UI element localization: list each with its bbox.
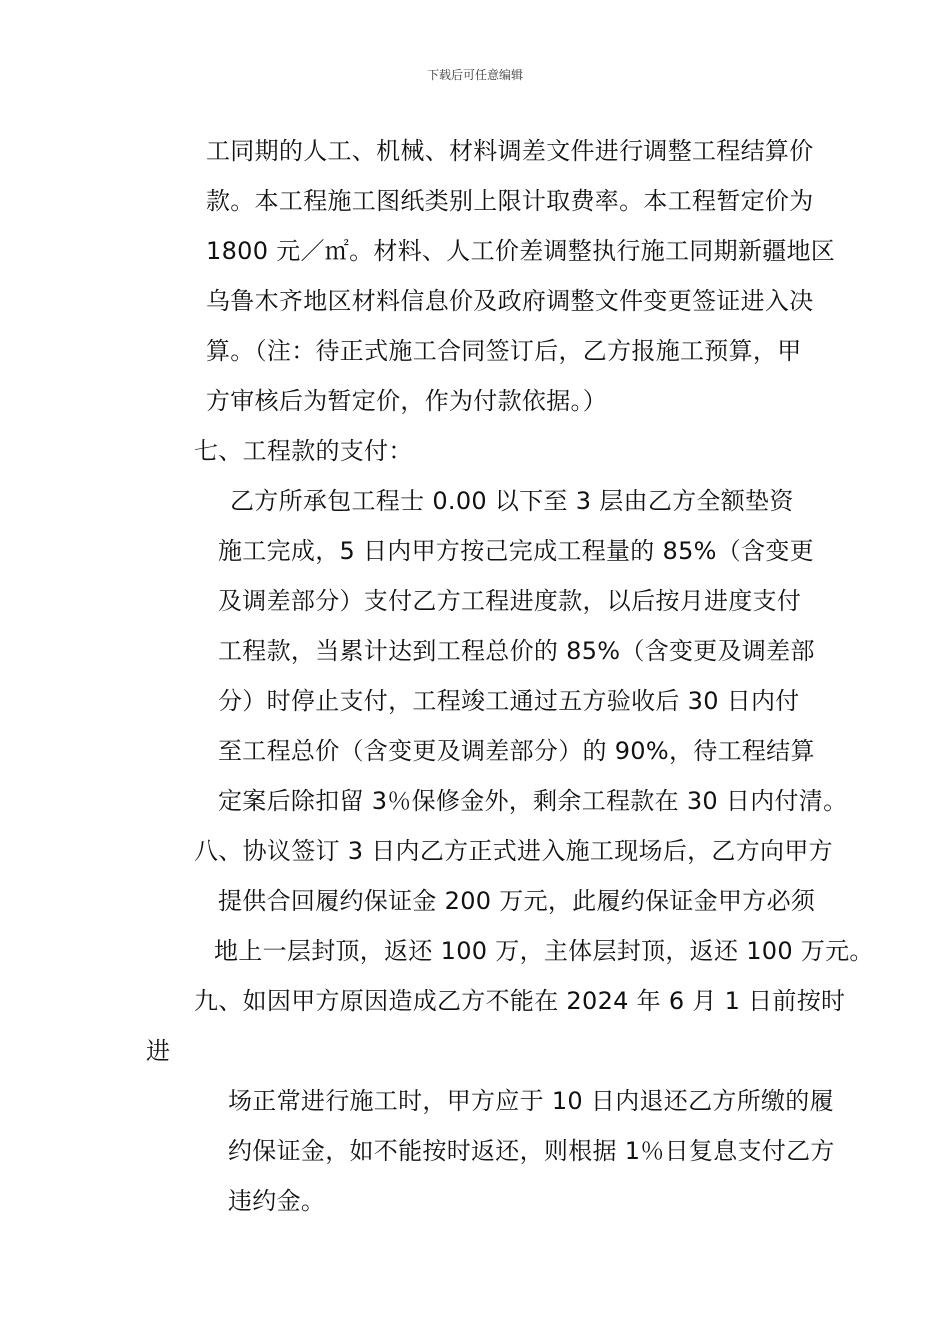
paragraph-line: 乌鲁木齐地区材料信息价及政府调整文件变更签证进入决 bbox=[206, 287, 814, 315]
paragraph-line: 定案后除扣留 3％保修金外，剩余工程款在 30 日内付清。 bbox=[218, 787, 848, 815]
section-heading: 八、协议签订 3 日内乙方正式进入施工现场后，乙方向甲方 bbox=[194, 837, 833, 865]
paragraph-line: 地上一层封顶，返还 100 万，主体层封顶，返还 100 万元。 bbox=[214, 937, 874, 965]
paragraph-line: 乙方所承包工程士 0.00 以下至 3 层由乙方全额垫资 bbox=[230, 487, 794, 515]
paragraph-line: 约保证金，如不能按时返还，则根据 1％日复息支付乙方 bbox=[228, 1137, 835, 1165]
paragraph-line: 提供合回履约保证金 200 万元，此履约保证金甲方必须 bbox=[218, 887, 816, 915]
paragraph-line: 工同期的人工、机械、材料调差文件进行调整工程结算价 bbox=[206, 137, 814, 165]
paragraph-line: 施工完成，5 日内甲方按己完成工程量的 85%（含变更 bbox=[218, 537, 814, 565]
paragraph-line: 款。本工程施工图纸类别上限计取费率。本工程暂定价为 bbox=[206, 187, 814, 215]
page-header: 下载后可任意编辑 bbox=[426, 68, 523, 82]
paragraph-line: 1800 元／㎡。材料、人工价差调整执行施工同期新疆地区 bbox=[206, 237, 836, 265]
paragraph-line: 方审核后为暂定价，作为付款依据。） bbox=[206, 387, 608, 415]
section-heading: 七、工程款的支付： bbox=[194, 437, 413, 465]
paragraph-line: 分）时停止支付，工程竣工通过五方验收后 30 日内付 bbox=[218, 687, 800, 715]
paragraph-line: 进 bbox=[146, 1037, 171, 1065]
paragraph-line: 场正常进行施工时，甲方应于 10 日内退还乙方所缴的履 bbox=[228, 1087, 834, 1115]
paragraph-line: 至工程总价（含变更及调差部分）的 90%，待工程结算 bbox=[218, 737, 815, 765]
section-heading: 九、如因甲方原因造成乙方不能在 2024 年 6 月 1 日前按时 bbox=[194, 987, 846, 1015]
paragraph-line: 工程款，当累计达到工程总价的 85%（含变更及调差部 bbox=[218, 637, 815, 665]
paragraph-line: 违约金。 bbox=[228, 1187, 326, 1215]
paragraph-line: 及调差部分）支付乙方工程进度款，以后按月进度支付 bbox=[218, 587, 802, 615]
paragraph-line: 算。（注：待正式施工合同签订后，乙方报施工预算，甲 bbox=[206, 337, 802, 365]
